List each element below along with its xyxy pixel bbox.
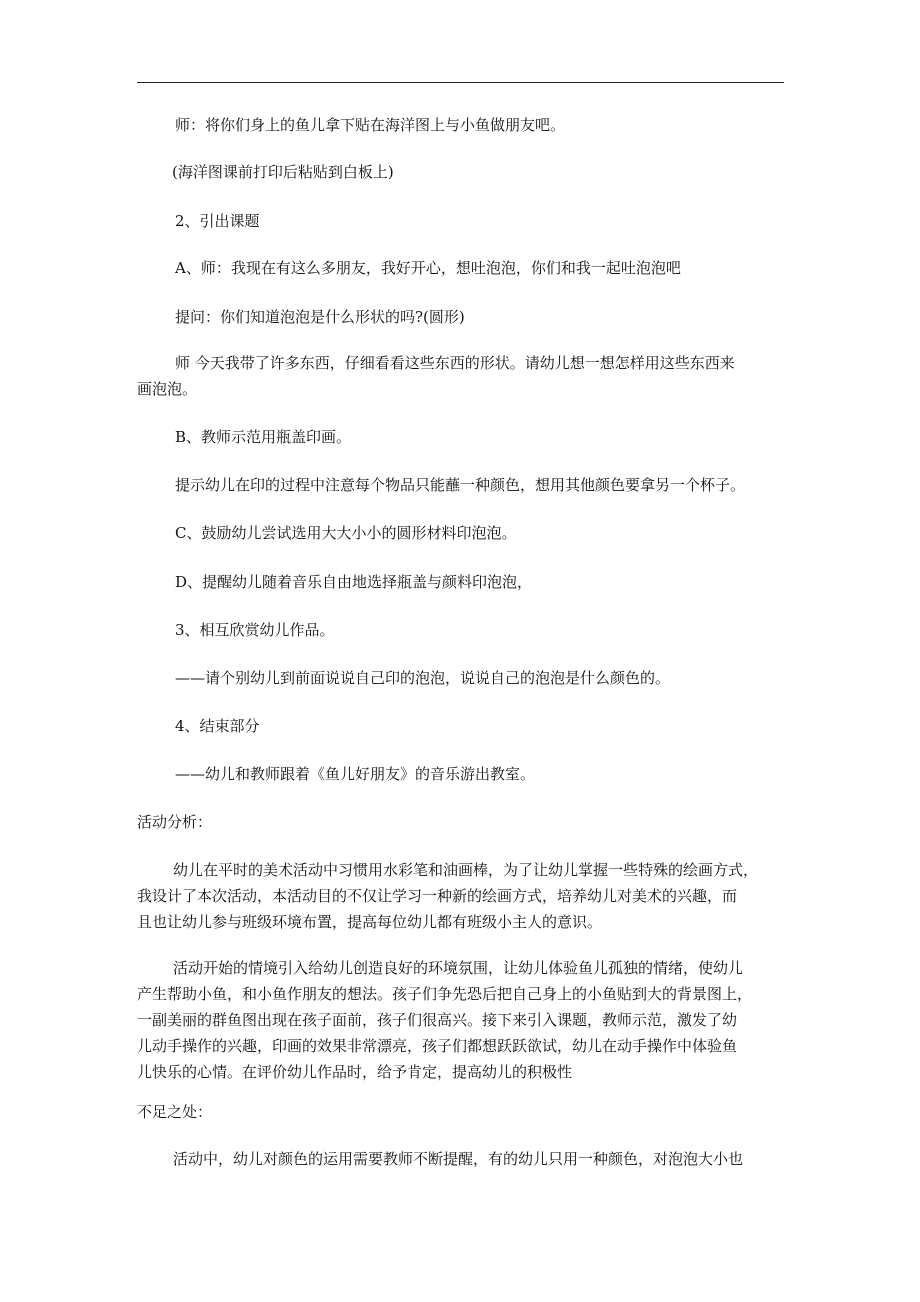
paragraph: (海洋图课前打印后粘贴到白板上) [172,163,394,181]
text-line: 且也让幼儿参与班级环境布置，提高每位幼儿都有班级小主人的意识。 [137,913,603,931]
paragraph: 师：将你们身上的鱼儿拿下贴在海洋图上与小鱼做朋友吧。 [175,116,566,134]
paragraph: ——幼儿和教师跟着《鱼儿好朋友》的音乐游出教室。 [175,765,536,783]
paragraph: D、提醒幼儿随着音乐自由地选择瓶盖与颜料印泡泡， [175,573,533,591]
text-line: 师 今天我带了许多东西，仔细看看这些东西的形状。请幼儿想一想怎样用这些东西来 [175,354,735,372]
section-heading: 活动分析： [137,813,213,831]
section-heading: 2、引出课题 [175,212,260,230]
text-line: 活动中，幼儿对颜色的运用需要教师不断提醒，有的幼儿只用一种颜色，对泡泡大小也 [173,1150,744,1168]
paragraph: A、师：我现在有这么多朋友，我好开心，想吐泡泡，你们和我一起吐泡泡吧 [175,259,681,277]
section-heading: 3、相互欣赏幼儿作品。 [175,621,335,639]
text-line: 幼儿在平时的美术活动中习惯用水彩笔和油画棒，为了让幼儿掌握一些特殊的绘画方式， [173,861,759,879]
paragraph-shortcoming [137,1146,787,1172]
section-heading: 不足之处： [137,1103,213,1121]
paragraph: C、鼓励幼儿尝试选用大大小小的圆形材料印泡泡。 [175,524,517,542]
paragraph-analysis-2 [137,955,787,1085]
text-line: 画泡泡。 [137,380,198,398]
paragraph: B、教师示范用瓶盖印画。 [175,428,352,446]
paragraph-analysis-1 [137,857,787,935]
header-rule [137,82,784,83]
paragraph: 提问：你们知道泡泡是什么形状的吗?(圆形) [175,308,465,326]
text-line: 一副美丽的群鱼图出现在孩子面前，孩子们很高兴。接下来引入课题，教师示范，激发了幼 [137,1011,738,1029]
text-line: 活动开始的情境引入给幼儿创造良好的环境氛围，让幼儿体验鱼儿孤独的情绪，使幼儿 [173,959,744,977]
section-heading: 4、结束部分 [175,717,260,735]
text-line: 产生帮助小鱼，和小鱼作朋友的想法。孩子们争先恐后把自己身上的小鱼贴到大的背景图上， [137,985,753,1003]
paragraph: ——请个别幼儿到前面说说自己印的泡泡，说说自己的泡泡是什么颜色的。 [175,669,671,687]
text-line: 儿动手操作的兴趣，印画的效果非常漂亮，孩子们都想跃跃欲试，幼儿在动手操作中体验鱼 [137,1037,738,1055]
text-line: 我设计了本次活动，本活动目的不仅让学习一种新的绘画方式，培养幼儿对美术的兴趣，而 [137,887,738,905]
text-line: 儿快乐的心情。在评价幼儿作品时，给予肯定，提高幼儿的积极性 [137,1063,573,1081]
paragraph-teacher-demo [137,350,787,402]
paragraph: 提示幼儿在印的过程中注意每个物品只能蘸一种颜色，想用其他颜色要拿另一个杯子。 [175,476,746,494]
